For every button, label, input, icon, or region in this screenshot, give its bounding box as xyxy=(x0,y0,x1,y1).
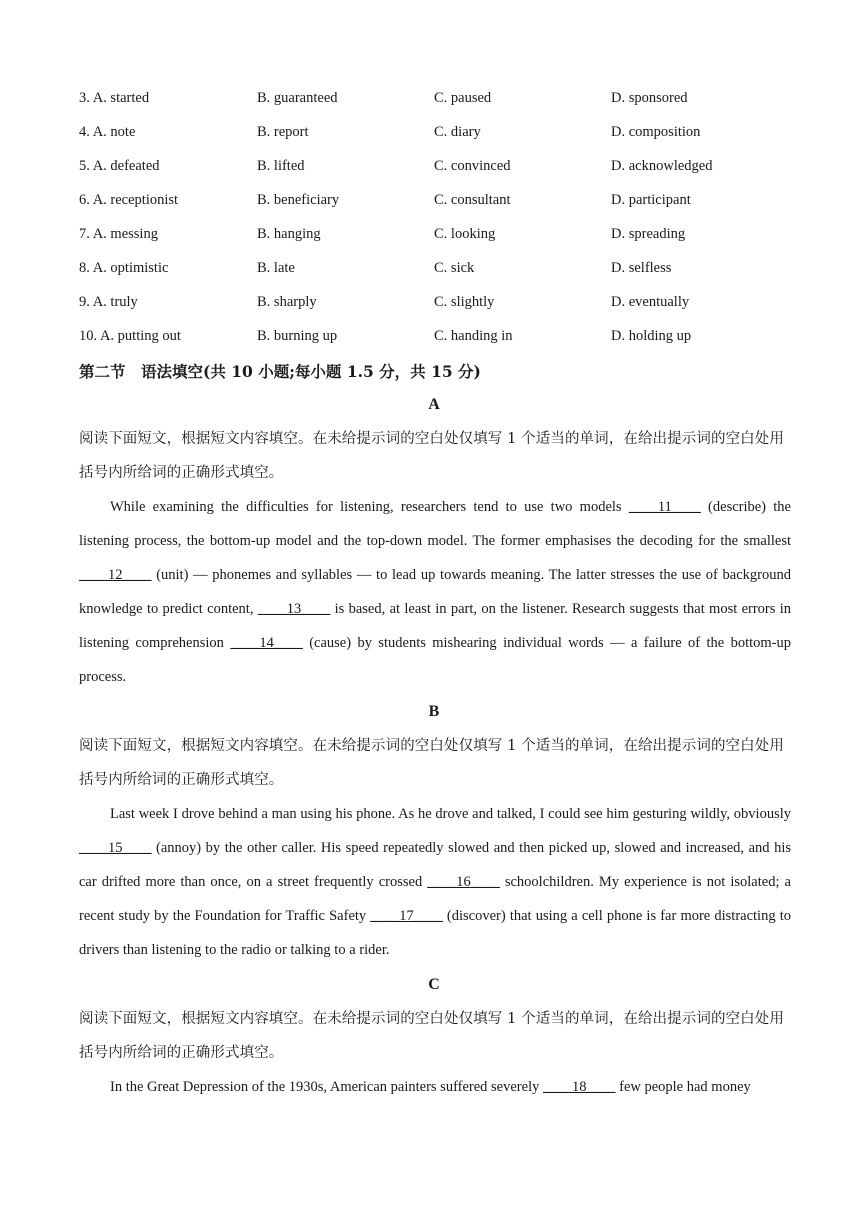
passage-text: schoolchildren. My experience is not isolated; a recent study by the Foundation for Traffic Safety xyxy=(79,874,791,924)
option-b: B. lifted xyxy=(257,158,305,174)
blank-12[interactable]: ____12____ xyxy=(79,567,152,583)
passage-text: (describe) the listening process, the bottom-up model and the top-down model. The former emphasises the decoding for the smallest xyxy=(79,499,791,549)
option-c: C. looking xyxy=(434,226,496,242)
options-row-8 xyxy=(0,260,868,282)
option-b: B. late xyxy=(257,260,295,276)
passage-text: Last week I drove behind a man using his phone. As he drove and talked, I could see him gesturing wildly, obviously xyxy=(110,806,791,822)
option-c: C. slightly xyxy=(434,294,495,310)
passage-text: few people had money xyxy=(615,1079,751,1095)
option-b: B. hanging xyxy=(257,226,321,242)
option-b: B. report xyxy=(257,124,309,140)
option-a: 3. A. started xyxy=(79,90,150,106)
options-row-10 xyxy=(0,328,868,350)
blank-16[interactable]: ____16____ xyxy=(427,874,500,890)
option-a: 10. A. putting out xyxy=(79,328,181,344)
option-b: B. sharply xyxy=(257,294,317,310)
option-d: D. selfless xyxy=(611,260,672,276)
passage-label-a: A xyxy=(428,396,440,413)
option-c: C. handing in xyxy=(434,328,513,344)
options-row-6 xyxy=(0,192,868,214)
option-b: B. guaranteed xyxy=(257,90,338,106)
blank-17[interactable]: ____17____ xyxy=(370,908,443,924)
option-a: 5. A. defeated xyxy=(79,158,160,174)
passage-text: (discover) that using a cell phone is far more distracting to drivers than listening to the radio or talking to a rider. xyxy=(79,908,791,958)
option-a: 4. A. note xyxy=(79,124,136,140)
option-d: D. participant xyxy=(611,192,691,208)
passage-b-text xyxy=(79,797,791,967)
passage-text: (annoy) by the other caller. His speed repeatedly slowed and then picked up, slowed and increased, and his car drifted more than once, on a street frequently crossed xyxy=(79,840,791,890)
blank-15[interactable]: ____15____ xyxy=(79,840,152,856)
option-a: 8. A. optimistic xyxy=(79,260,169,276)
blank-14[interactable]: ____14____ xyxy=(230,635,303,651)
options-row-3 xyxy=(0,90,868,112)
passage-label-b: B xyxy=(428,703,440,720)
option-c: C. diary xyxy=(434,124,481,140)
option-c: C. consultant xyxy=(434,192,511,208)
option-a: 6. A. receptionist xyxy=(79,192,179,208)
option-d: D. sponsored xyxy=(611,90,688,106)
passage-label-c: C xyxy=(428,976,440,993)
passage-a-text xyxy=(79,490,791,694)
option-d: D. acknowledged xyxy=(611,158,713,174)
passage-text: In the Great Depression of the 1930s, American painters suffered severely xyxy=(110,1079,543,1095)
instruction-a: 阅读下面短文，根据短文内容填空。在未给提示词的空白处仅填写 1 个适当的单词，在给出提示词的空白处用括号内所给词的正确形式填空。 xyxy=(79,431,784,481)
options-row-5 xyxy=(0,158,868,180)
blank-18[interactable]: ____18____ xyxy=(542,1079,616,1095)
blank-11[interactable]: ____11____ xyxy=(628,499,701,515)
blank-13[interactable]: ____13____ xyxy=(257,601,331,617)
option-b: B. burning up xyxy=(257,328,338,344)
option-c: C. paused xyxy=(434,90,492,106)
option-d: D. spreading xyxy=(611,226,686,242)
instruction-c: 阅读下面短文，根据短文内容填空。在未给提示词的空白处仅填写 1 个适当的单词，在给出提示词的空白处用括号内所给词的正确形式填空。 xyxy=(79,1011,784,1061)
option-a: 9. A. truly xyxy=(79,294,138,310)
option-d: D. holding up xyxy=(611,328,692,344)
passage-text: (cause) by students mishearing individual words — a failure of the bottom-up process. xyxy=(79,635,791,685)
options-row-7 xyxy=(0,226,868,248)
passage-c-text xyxy=(79,1070,791,1104)
option-c: C. convinced xyxy=(434,158,511,174)
option-c: C. sick xyxy=(434,260,475,276)
option-b: B. beneficiary xyxy=(257,192,340,208)
section-title: 第二节 语法填空(共 10 小题;每小题 1.5 分，共 15 分) xyxy=(79,362,481,381)
options-row-9 xyxy=(0,294,868,316)
passage-text: is based, at least in part, on the listener. Research suggests that most errors in listening comprehension xyxy=(79,601,792,651)
options-row-4 xyxy=(0,124,868,146)
option-d: D. composition xyxy=(611,124,701,140)
option-d: D. eventually xyxy=(611,294,690,310)
instruction-b: 阅读下面短文，根据短文内容填空。在未给提示词的空白处仅填写 1 个适当的单词，在给出提示词的空白处用括号内所给词的正确形式填空。 xyxy=(79,738,784,788)
option-a: 7. A. messing xyxy=(79,226,158,242)
passage-text: (unit) — phonemes and syllables — to lead up towards meaning. The latter stresses the use of background knowledge to predict content, xyxy=(79,567,791,617)
passage-text: While examining the difficulties for listening, researchers tend to use two models xyxy=(110,499,629,515)
